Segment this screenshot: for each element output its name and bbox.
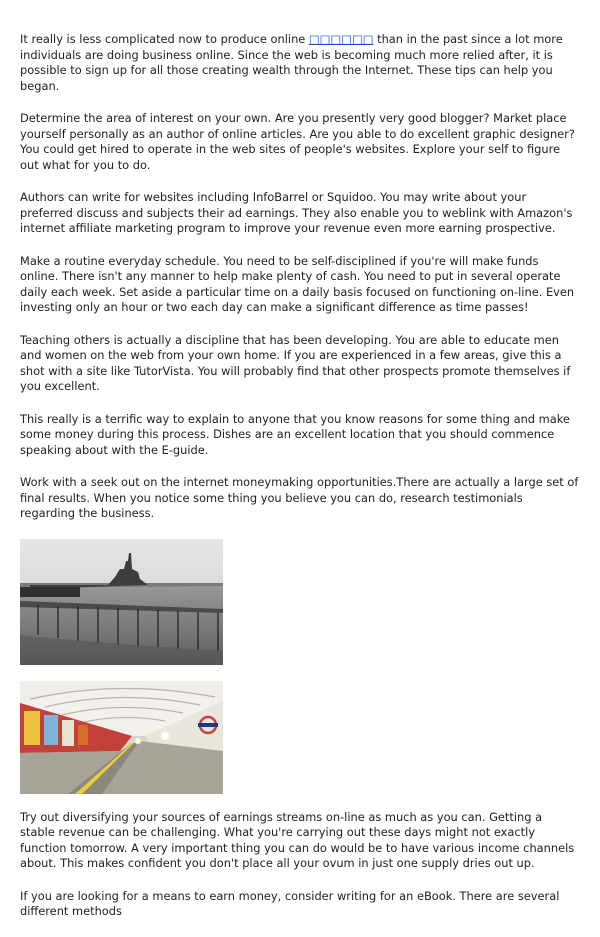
harbor-photo <box>20 539 223 665</box>
subway-tunnel-photo <box>20 681 223 794</box>
paragraph-2: Determine the area of interest on your own. Are you presently very good blogger? Market place yourself personally as an author of online articles. Are you able to do excellent graphic designer? You could get hired to operate in the web sites of people's websites. Explore your self to figure out what for you to do. <box>20 111 575 172</box>
paragraph-1-text-start: It really is less complicated now to produce online <box>20 32 309 46</box>
subway-tunnel-photo-icon <box>20 681 223 794</box>
paragraph-4: Make a routine everyday schedule. You need to be self-disciplined if you're will make funds online. There isn't any manner to help make plenty of cash. You need to put in several operate daily each week. Set aside a particular time on a daily basis focused on functioning on-line. Even investing only an hour or two each day can make a significant difference as time passes! <box>20 253 575 314</box>
article-body <box>20 32 580 937</box>
harbor-photo-icon <box>20 539 223 665</box>
paragraph-3: Authors can write for websites including InfoBarrel or Squidoo. You may write about your preferred discuss and subjects their ad earnings. They also enable you to weblink with Amazon's internet affiliate marketing program to improve your revenue even more earning prospective. <box>20 190 573 235</box>
paragraph-9: If you are looking for a means to earn money, consider writing for an eBook. There are several different methods <box>20 888 560 918</box>
paragraph-7: Work with a seek out on the internet moneymaking opportunities.There are actually a large set of final results. When you notice some thing you believe you can do, research testimonials regarding the business. <box>20 475 579 520</box>
paragraph-6: This really is a terrific way to explain to anyone that you know reasons for some thing and make some money during this process. Dishes are an excellent location that you should commence speaking about with the E-guide. <box>20 411 570 457</box>
paragraph-8: Try out diversifying your sources of earnings streams on-line as much as you can. Getting a stable revenue can be challenging. What you're carrying out these days might not exactly function tomorrow. A very important thing you can do would be to have various income channels about. This makes confident you don't place all your ovum in just one supply dries out up. <box>20 809 575 870</box>
paragraph-1-text-end: than in the past since a lot more individuals are doing business online. Since the web is becoming much more relied after, it is possible to sign up for all those creating wealth through the Internet. These tips can help you began. <box>20 32 563 93</box>
paragraph-1 <box>20 32 580 94</box>
keyword-link[interactable]: □□□□□□ <box>308 32 374 46</box>
paragraph-5: Teaching others is actually a discipline that has been developing. You are able to educate men and women on the web from your own home. If you are experienced in a few areas, give this a shot with a site like TutorVista. You will probably find that other prospects promote themselves if you excellent. <box>20 332 571 393</box>
